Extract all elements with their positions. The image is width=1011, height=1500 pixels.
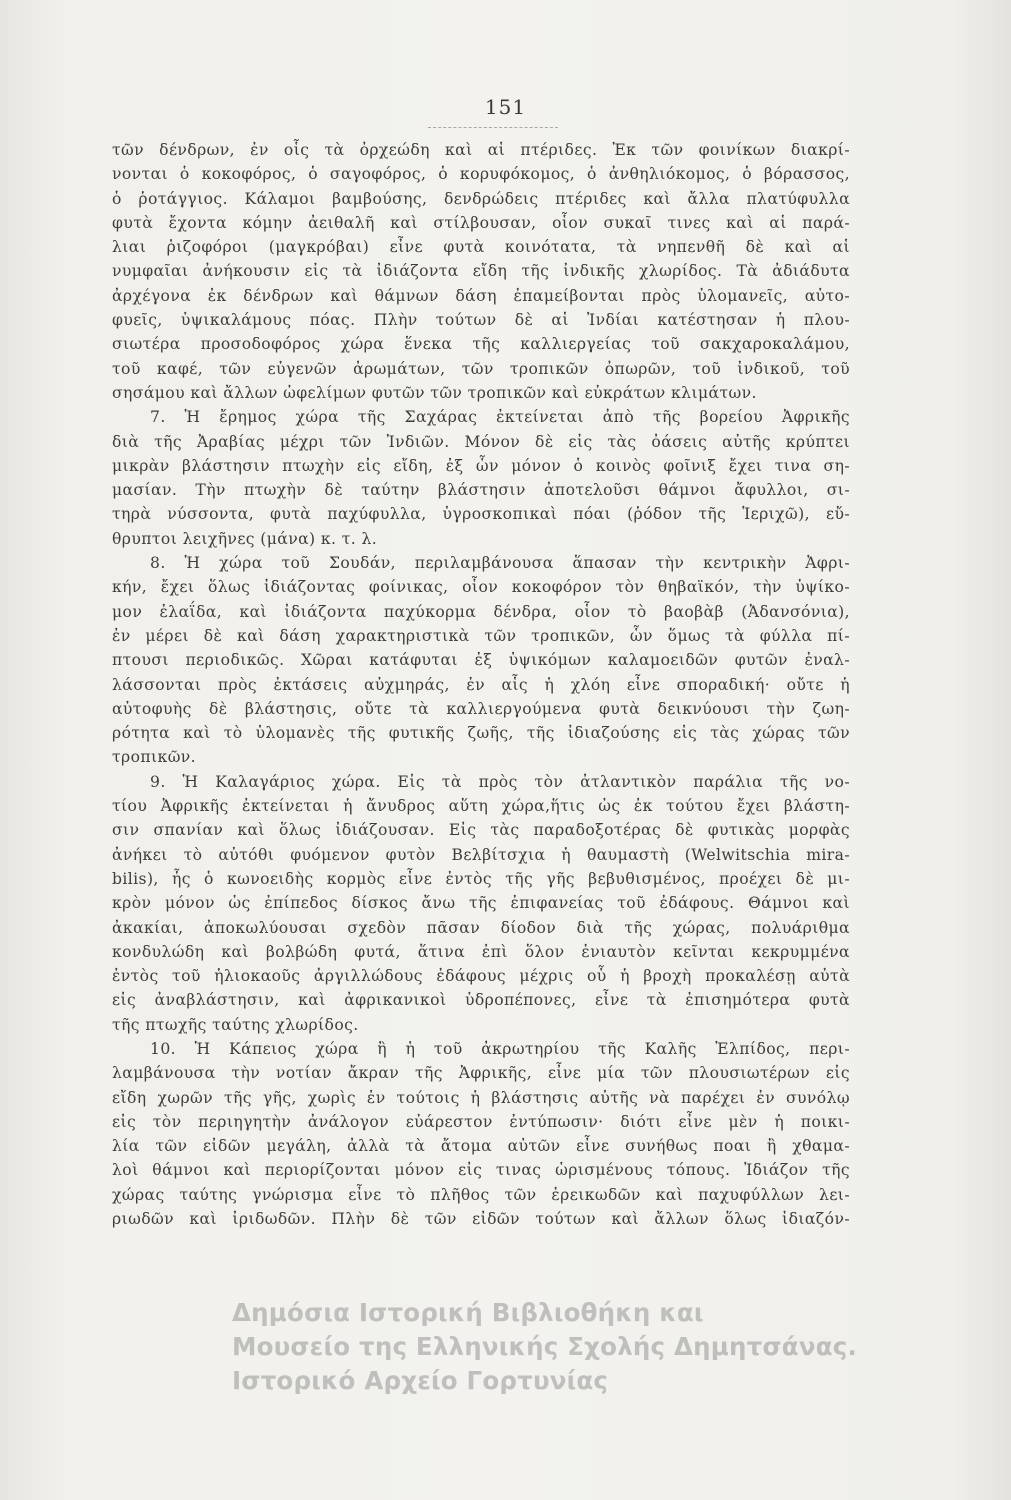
text-line: εἴδη χωρῶν τῆς γῆς, χωρὶς ἐν τούτοις ἡ βλάστησις αὐτῆς νὰ παρέχει ἐν συνόλῳ	[112, 1088, 850, 1107]
text-line: φυτὰ ἔχοντα κόμην ἀειθαλῆ καὶ στίλβουσαν, οἷον συκαῖ τινες καὶ αἱ παρά-	[112, 213, 850, 232]
text-line: ἐν μέρει δὲ καὶ δάση χαρακτηριστικὰ τῶν τροπικῶν, ὧν ὅμως τὰ φύλλα πί-	[112, 626, 850, 645]
text-line: κρὸν μόνον ὡς ἐπίπεδος δίσκος ἄνω τῆς ἐπιφανείας τοῦ ἐδάφους. Θάμνοι καὶ	[112, 894, 850, 913]
text-line: λία τῶν εἰδῶν μεγάλη, ἀλλὰ τὰ ἄτομα αὐτῶν εἶνε συνήθως ποαι ἢ χθαμα-	[112, 1137, 850, 1156]
text-line: νυμφαῖαι ἀνήκουσιν εἰς τὰ ἰδιάζοντα εἴδη τῆς ἰνδικῆς χλωρίδος. Τὰ ἀδιάδυτα	[112, 262, 850, 281]
text-line: ἀνήκει τὸ αὐτόθι φυόμενον φυτὸν Βελβίτσχια ἡ θαυμαστὴ (Welwitschia mira-	[112, 845, 850, 864]
text-line: τηρὰ νύσσοντα, φυτὰ παχύφυλλα, ὑγροσκοπικαὶ πόαι (ῥόδον τῆς Ἱεριχῶ), εὔ-	[112, 505, 850, 524]
text-line: τίου Ἀφρικῆς ἐκτείνεται ἡ ἄνυδρος αὕτη χώρα,ἥτις ὡς ἐκ τούτου ἔχει βλάστη-	[112, 797, 850, 816]
text-line: σιωτέρα προσοδοφόρος χώρα ἕνεκα τῆς καλλιεργείας τοῦ σακχαροκαλάμου,	[112, 335, 850, 354]
text-line: ὁ ῥοτάγγιος. Κάλαμοι βαμβούσης, δενδρώδεις πτέριδες καὶ ἄλλα πλατύφυλλα	[112, 189, 850, 208]
page-number: 151	[484, 95, 527, 119]
text-line: τοῦ καφέ, τῶν εὐγενῶν ἀρωμάτων, τῶν τροπικῶν ὀπωρῶν, τοῦ ἰνδικοῦ, τοῦ	[112, 359, 850, 378]
page-number-rule	[428, 127, 558, 128]
text-line: διὰ τῆς Ἀραβίας μέχρι τῶν Ἰνδιῶν. Μόνον δὲ εἰς τὰς ὀάσεις αὐτῆς κρύπτει	[112, 432, 850, 451]
text-line: 8. Ἡ χώρα τοῦ Σουδάν, περιλαμβάνουσα ἅπασαν τὴν κεντρικὴν Ἀφρι-	[150, 554, 850, 573]
text-line: λοὶ θάμνοι καὶ περιορίζονται μόνον εἰς τινας ὡρισμένους τόπους. Ἰδιάζον τῆς	[112, 1161, 850, 1180]
text-line: πτουσι περιοδικῶς. Χῶραι κατάφυται ἐξ ὑψικόμων καλαμοειδῶν φυτῶν ἐναλ-	[112, 651, 850, 670]
text-line: ἀρχέγονα ἐκ δένδρων καὶ θάμνων δάση ἐπαμείβονται πρὸς ὑλομανεῖς, αὐτο-	[112, 286, 850, 305]
text-line: τροπικῶν.	[112, 748, 197, 767]
text-line: bilis), ἧς ὁ κωνοειδὴς κορμὸς εἶνε ἐντὸς τῆς γῆς βεβυθισμένος, προέχει δὲ μι-	[112, 869, 850, 888]
text-line: αὐτοφυὴς δὲ βλάστησις, οὔτε τὰ καλλιεργούμενα φυτὰ δεικνύουσι τὴν ζωη-	[112, 699, 850, 718]
text-line: θρυπτοι λειχῆνες (μάνα) κ. τ. λ.	[112, 529, 378, 548]
text-line: χώρας ταύτης γνώρισμα εἶνε τὸ πλῆθος τῶν ἐρεικωδῶν καὶ παχυφύλλων λει-	[112, 1185, 850, 1204]
text-line: εἰς ἀναβλάστησιν, καὶ ἀφρικανικοὶ ὑδροπέπονες, εἶνε τὰ ἐπισημότερα φυτὰ	[112, 991, 850, 1010]
body-text	[112, 138, 850, 1231]
text-line: 10. Ἡ Κάπειος χώρα ἢ ἡ τοῦ ἀκρωτηρίου τῆς Καλῆς Ἐλπίδος, περι-	[150, 1039, 850, 1058]
text-line: λαμβάνουσα τὴν νοτίαν ἄκραν τῆς Ἀφρικῆς, εἶνε μία τῶν πλουσιωτέρων εἰς	[112, 1064, 850, 1083]
archive-watermark	[232, 1296, 992, 1398]
text-line: σησάμου καὶ ἄλλων ὠφελίμων φυτῶν τῶν τροπικῶν καὶ εὐκράτων κλιμάτων.	[112, 383, 757, 402]
text-line: μασίαν. Τὴν πτωχὴν δὲ ταύτην βλάστησιν ἀποτελοῦσι θάμνοι ἄφυλλοι, σι-	[112, 481, 850, 500]
text-line: ἀκακίαι, ἀποκωλύουσαι σχεδὸν πᾶσαν δίοδον διὰ τῆς χώρας, πολυάριθμα	[112, 918, 850, 937]
text-line: τῆς πτωχῆς ταύτης χλωρίδος.	[112, 1015, 359, 1034]
text-line: ριωδῶν καὶ ἰριδωδῶν. Πλὴν δὲ τῶν εἰδῶν τούτων καὶ ἄλλων ὅλως ἰδιαζόν-	[112, 1210, 850, 1229]
text-line: 9. Ἡ Καλαγάριος χώρα. Εἰς τὰ πρὸς τὸν ἀτλαντικὸν παράλια τῆς νο-	[150, 772, 850, 791]
watermark-line: Μουσείο της Ελληνικής Σχολής Δημητσάνας.	[232, 1332, 857, 1361]
text-line: ρότητα καὶ τὸ ὑλομανὲς τῆς φυτικῆς ζωῆς, τῆς ἰδιαζούσης εἰς τὰς χώρας τῶν	[112, 724, 850, 743]
text-line: φυεῖς, ὑψικαλάμους πόας. Πλὴν τούτων δὲ αἱ Ἰνδίαι κατέστησαν ἡ πλου-	[112, 311, 850, 330]
text-line: ἐντὸς τοῦ ἡλιοκαοῦς ἀργιλλώδους ἐδάφους μέχρις οὗ ἡ βροχὴ προκαλέσῃ αὐτὰ	[112, 967, 850, 986]
watermark-line: Ιστορικό Αρχείο Γορτυνίας	[232, 1366, 609, 1395]
text-line: τῶν δένδρων, ἐν οἷς τὰ ὀρχεώδη καὶ αἱ πτέριδες. Ἐκ τῶν φοινίκων διακρί-	[112, 141, 850, 159]
text-line: κήν, ἔχει ὅλως ἰδιάζοντας φοίνικας, οἷον κοκοφόρον τὸν θηβαϊκόν, τὴν ὑψίκο-	[112, 578, 850, 597]
text-line: μον ἐλαΐδα, καὶ ἰδιάζοντα παχύκορμα δένδρα, οἷον τὸ βαοβὰβ (Ἀδανσόνια),	[112, 602, 850, 621]
text-line: νονται ὁ κοκοφόρος, ὁ σαγοφόρος, ὁ κορυφόκομος, ὁ ἀνθηλιόκομος, ὁ βόρασσος,	[112, 165, 850, 184]
text-line: κονδυλώδη καὶ βολβώδη φυτά, ἅτινα ἐπὶ ὅλον ἐνιαυτὸν κεῖνται κεκρυμμένα	[112, 942, 850, 961]
text-line: λιαι ῥιζοφόροι (μαγκρόβαι) εἶνε φυτὰ κοινότατα, τὰ νηπενθῆ δὲ καὶ αἱ	[112, 238, 850, 257]
watermark-line: Δημόσια Ιστορική Βιβλιοθήκη και	[232, 1298, 704, 1327]
text-line: σιν σπανίαν καὶ ὅλως ἰδιάζουσαν. Εἰς τὰς παραδοξοτέρας δὲ φυτικὰς μορφὰς	[112, 821, 850, 840]
text-line: μικρὰν βλάστησιν πτωχὴν εἰς εἴδη, ἐξ ὧν μόνον ὁ κοινὸς φοῖνιξ ἔχει τινα ση-	[112, 456, 850, 475]
text-line: λάσσονται πρὸς ἐκτάσεις αὐχμηράς, ἐν αἷς ἡ χλόη εἶνε σποραδική· οὔτε ἡ	[112, 675, 850, 694]
text-line: 7. Ἡ ἔρημος χώρα τῆς Σαχάρας ἐκτείνεται ἀπὸ τῆς βορείου Ἀφρικῆς	[150, 408, 850, 427]
text-line: εἰς τὸν περιηγητὴν ἀνάλογον εὐάρεστον ἐντύπωσιν· διότι εἶνε μὲν ἡ ποικι-	[112, 1112, 850, 1131]
